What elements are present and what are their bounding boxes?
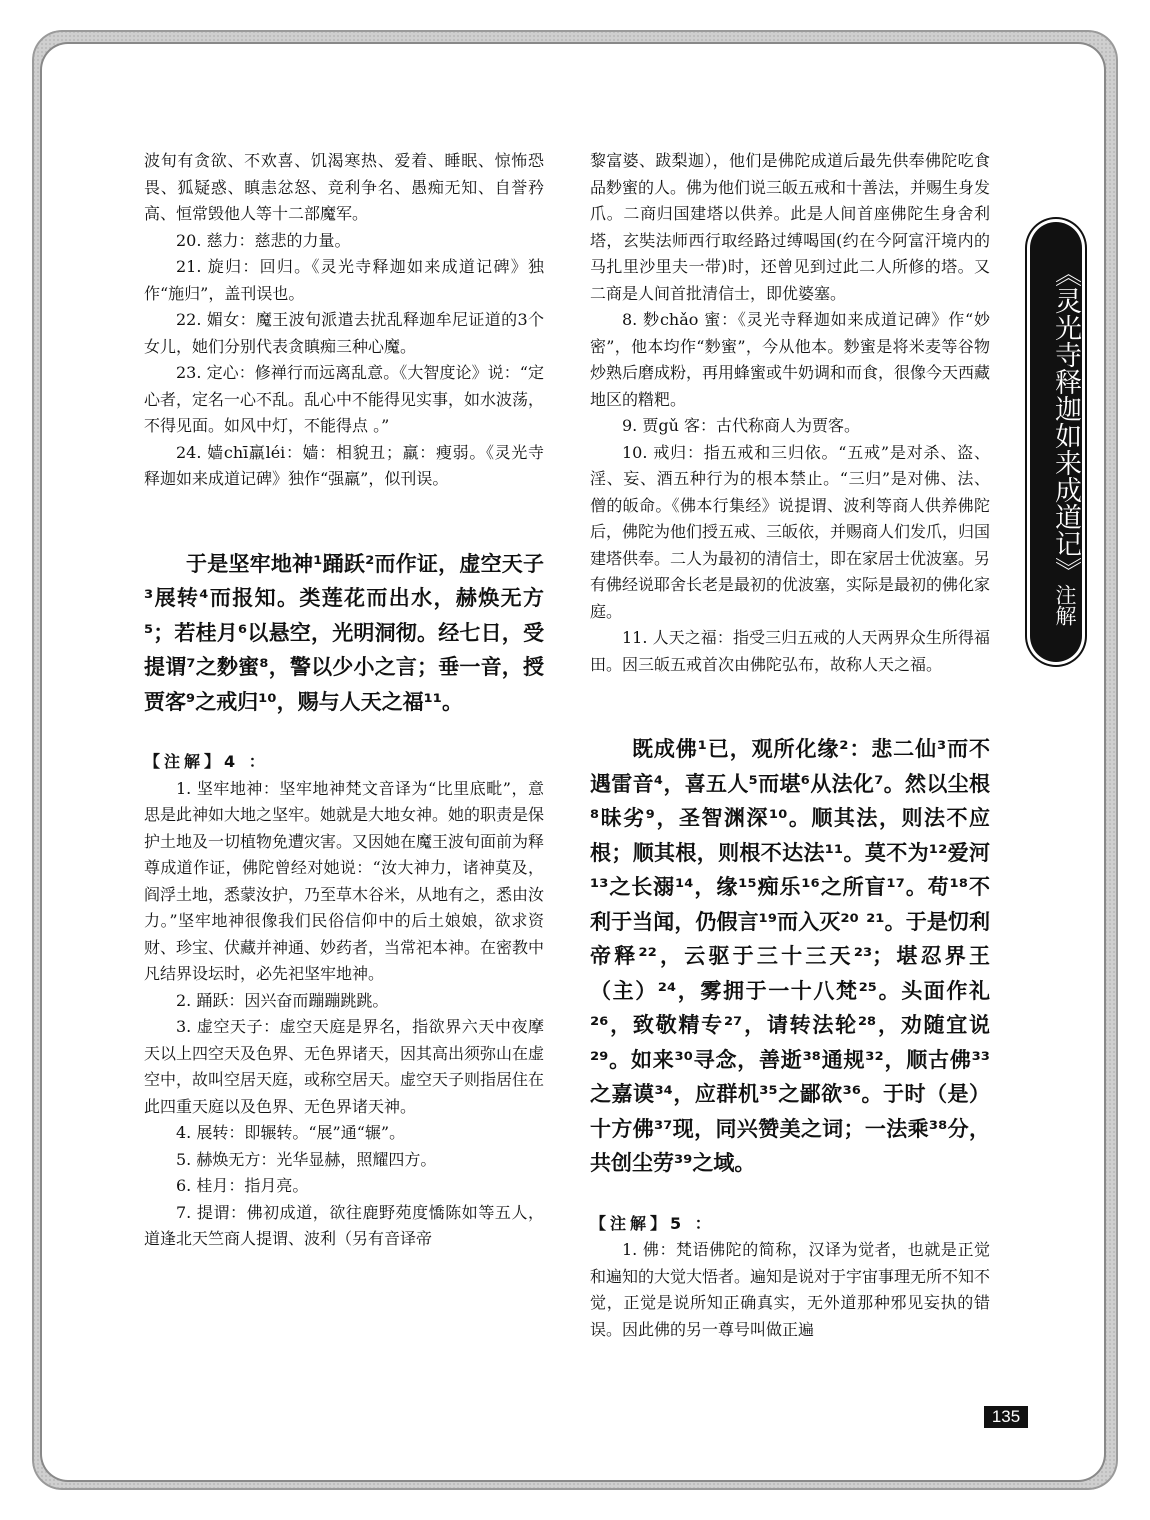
spacer bbox=[144, 493, 544, 547]
section-tab-title-text: 《灵光寺释迦如来成道记》 bbox=[1050, 260, 1081, 584]
note-item: 5. 赫焕无方：光华显赫，照耀四方。 bbox=[176, 1149, 437, 1169]
note-continuation: 波旬有贪欲、不欢喜、饥渴寒热、爱着、睡眠、惊怖恐畏、狐疑惑、瞋恚忿怒、竞利争名、愚痴无知、自誉矜高、恒常毁他人等十二部魔军。 bbox=[144, 151, 544, 223]
note-heading: 【注解】4 ： bbox=[144, 752, 269, 771]
main-text-passage: 既成佛¹已，观所化缘²：悲二仙³而不遇雷音⁴，喜五人⁵而堪⁶从法化⁷。然以尘根⁸昧劣⁹，圣智渊深¹⁰。顺其法，则法不应根；顺其根，则根不达法¹¹。莫不为¹²爱河¹³之长溺¹⁴，缘¹⁵痴乐¹⁶之所盲¹⁷。苟¹⁸不利于当闻，仍假言¹⁹而入灭²⁰ ²¹。于是忉利帝释²²，云驱于三十三天²³；堪忍界王（主）²⁴，雾拥于一十八梵²⁵。头面作礼²⁶，致敬精专²⁷，请转法轮²⁸，劝随宜说²⁹。如来³⁰寻念，善逝³⁸通规³²，顺古佛³³之嘉谟³⁴，应群机³⁵之鄙欲³⁶。于时（是）十方佛³⁷现，同兴赞美之词；一法乘³⁸分，共创尘劳³⁹之域。 bbox=[590, 737, 990, 1175]
note-continuation: 黎富婆、跋梨迦），他们是佛陀成道后最先供奉佛陀吃食品麨蜜的人。佛为他们说三皈五戒和十善法，并赐生身发爪。二商归国建塔以供养。此是人间首座佛陀生身舍利塔，玄奘法师西行取经路过缚喝国(约在今阿富汗境内的马扎里沙里夫一带)时，还曾见到过此二人所修的塔。又二商是人间首批清信士，即优婆塞。 bbox=[590, 151, 991, 303]
note-item: 9. 贾gǔ 客：古代称商人为贾客。 bbox=[622, 416, 860, 435]
note-item: 21. 旋归：回归。《灵光寺释迦如来成道记碑》独作“施归”，盖刊误也。 bbox=[144, 257, 544, 303]
right-column bbox=[590, 148, 990, 1343]
note-item: 20. 慈力：慈悲的力量。 bbox=[176, 230, 351, 250]
section-tab-title bbox=[1030, 238, 1082, 648]
note-item: 7. 提谓：佛初成道，欲往鹿野苑度憍陈如等五人，道逢北天竺商人提谓、波利（另有音译帝 bbox=[144, 1202, 544, 1248]
page-number: 135 bbox=[984, 1406, 1028, 1428]
note-item: 1. 佛：梵语佛陀的简称，汉译为觉者，也就是正觉和遍知的大觉大悟者。遍知是说对于宇宙事理无所不知不觉，正觉是说所知正确真实，无外道那种邪见妄执的错误。因此佛的另一尊号叫做正遍 bbox=[590, 1240, 991, 1339]
note-item: 24. 嫱chī羸léi：嫱：相貌丑；羸：瘦弱。《灵光寺释迦如来成道记碑》独作“强羸”，似刊误。 bbox=[144, 442, 544, 488]
note-item: 4. 展转：即辗转。“展”通“辗”。 bbox=[176, 1123, 406, 1142]
note-item: 8. 麨chǎo 蜜：《灵光寺释迦如来成道记碑》作“妙密”，他本均作“麨蜜”，今从他本。麨蜜是将米麦等谷物炒熟后磨成粉，再用蜂蜜或牛奶调和而食，很像今天西藏地区的糌粑。 bbox=[590, 310, 991, 409]
main-text-passage: 于是坚牢地神¹踊跃²而作证，虚空天子³展转⁴而报知。类莲花而出水，赫焕无方⁵；若桂月⁶以悬空，光明洞彻。经七日，受提谓⁷之麨蜜⁸，警以少小之言；垂一音，授贾客⁹之戒归¹⁰，赐与人天之福¹¹。 bbox=[144, 551, 544, 714]
note-item: 11. 人天之福：指受三归五戒的人天两界众生所得福田。因三皈五戒首次由佛陀弘布，故称人天之福。 bbox=[590, 628, 990, 674]
section-tab-suffix: 注解 bbox=[1053, 584, 1077, 626]
spacer bbox=[590, 678, 990, 732]
note-item: 1. 坚牢地神：坚牢地神梵文音译为“比里底毗”，意思是此神如大地之坚牢。她就是大地女神。她的职责是保护土地及一切植物免遭灾害。又因她在魔王波旬面前为释尊成道作证，佛陀曾经对她说：“汝大神力，诸神莫及，阎浮土地，悉蒙汝护，乃至草木谷米，从地有之，悉由汝力。”坚牢地神很像我们民俗信仰中的后土娘娘，欲求资财、珍宝、伏藏并神通、妙药者，当常祀本神。在密教中凡结界设坛时，必先祀坚牢地神。 bbox=[144, 778, 545, 983]
note-item: 6. 桂月：指月亮。 bbox=[176, 1176, 309, 1195]
note-item: 22. 媚女：魔王波旬派遣去扰乱释迦牟尼证道的3个女儿，她们分别代表贪瞋痴三种心魔。 bbox=[144, 310, 544, 356]
note-item: 3. 虚空天子：虚空天庭是界名，指欲界六天中夜摩天以上四空天及色界、无色界诸天，因其高出须弥山在虚空中，故叫空居天庭，或称空居天。虚空天子则指居住在此四重天庭以及色界、无色界诸天神。 bbox=[144, 1017, 545, 1116]
spacer bbox=[590, 1181, 990, 1211]
note-item: 2. 踊跃：因兴奋而蹦蹦跳跳。 bbox=[176, 990, 389, 1010]
section-tab bbox=[1030, 222, 1082, 662]
note-item: 10. 戒归：指五戒和三归依。“五戒”是对杀、盗、淫、妄、酒五种行为的根本禁止。“三归”是对佛、法、僧的皈命。《佛本行集经》说提谓、波利等商人供养佛陀后，佛陀为他们授五戒、三皈依，并赐商人们发爪，归国建塔供奉。二人为最初的清信士，即在家居士优波塞。另有佛经说耶舍长老是最初的优波塞，实际是最初的佛化家庭。 bbox=[590, 442, 991, 621]
note-item: 23. 定心：修禅行而远离乱意。《大智度论》说：“定心者，定名一心不乱。乱心中不能得见实事，如水波荡，不得见面。如风中灯，不能得点 。” bbox=[144, 363, 545, 435]
left-column bbox=[144, 148, 544, 1253]
spacer bbox=[144, 719, 544, 749]
note-heading: 【注解】5 ： bbox=[590, 1213, 715, 1233]
